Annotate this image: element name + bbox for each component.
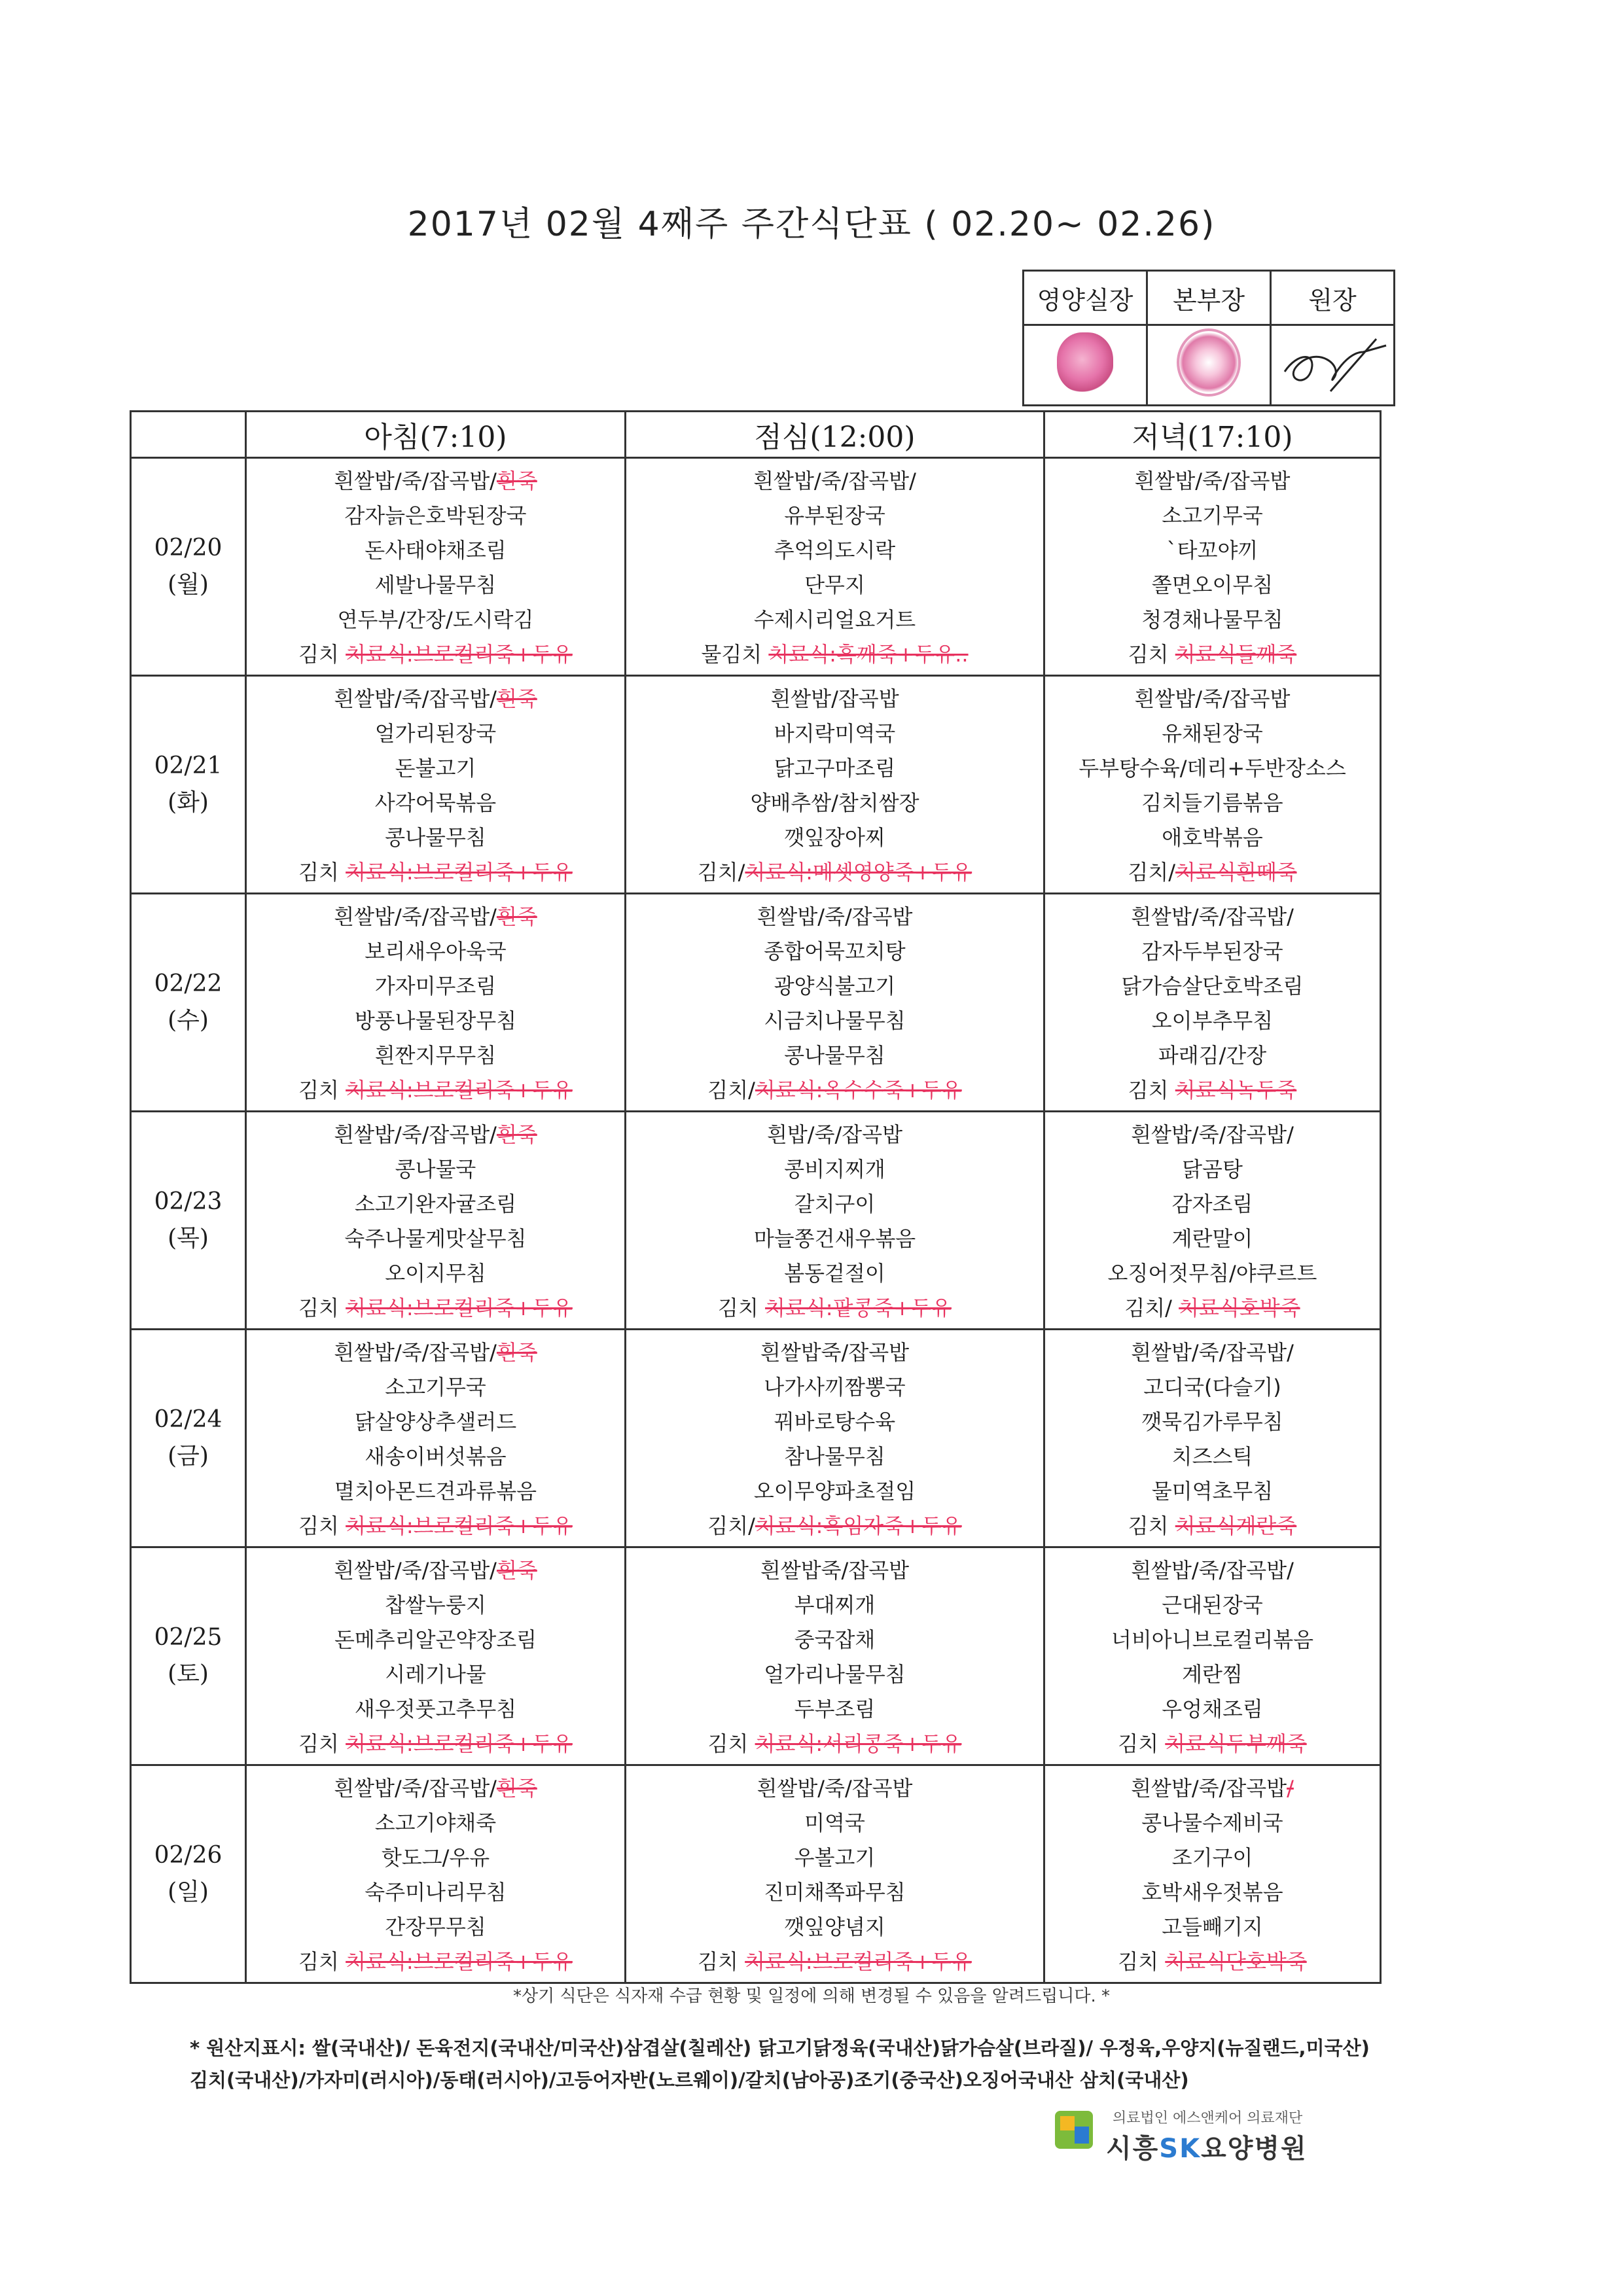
therapy-diet-text: 치료식:브로컬리죽+두유 xyxy=(346,1731,573,1756)
menu-item xyxy=(249,1509,622,1544)
weekday-label: (화) xyxy=(168,789,209,816)
menu-item: 쫄면오이무침 xyxy=(1151,573,1274,597)
menu-item: 흰쌀밥/죽/잡곡밥/ xyxy=(1131,1558,1294,1583)
menu-item: 돈메추리알곤약장조림 xyxy=(334,1627,537,1652)
menu-item-text: 김치/ xyxy=(707,1513,755,1538)
dinner-cell xyxy=(1044,458,1381,676)
lunch-cell xyxy=(626,1112,1044,1330)
menu-item: 유채된장국 xyxy=(1162,721,1263,746)
menu-item xyxy=(249,464,622,499)
menu-item-text: 흰쌀밥/죽/잡곡밥/ xyxy=(334,1340,497,1365)
therapy-diet-text: 치료식:메셋영양죽+두유 xyxy=(745,860,972,885)
menu-item: 청경채나물무침 xyxy=(1141,607,1283,632)
menu-item-text: 김치 xyxy=(707,1731,755,1756)
menu-item xyxy=(629,1509,1041,1544)
menu-item-text: 김치 xyxy=(298,1513,346,1538)
menu-item: 근대된장국 xyxy=(1162,1593,1263,1617)
menu-item: 콩나물국 xyxy=(395,1157,476,1182)
menu-item xyxy=(1048,1727,1377,1761)
menu-item: 숙주나물게맛살무침 xyxy=(344,1226,527,1251)
menu-item: 흰쌀밥/죽/잡곡밥 xyxy=(757,904,913,929)
header-dinner: 저녁(17:10) xyxy=(1044,412,1381,458)
menu-item-text: 김치 xyxy=(698,1949,745,1974)
lunch-cell xyxy=(626,1547,1044,1765)
menu-item: 참나물무침 xyxy=(784,1444,885,1469)
weekday-label: (목) xyxy=(168,1225,209,1252)
menu-item: 양배추쌈/참치쌈장 xyxy=(750,790,919,815)
weekday-label: (일) xyxy=(168,1879,209,1905)
menu-item xyxy=(249,900,622,934)
menu-item xyxy=(629,637,1041,672)
menu-item: 조기구이 xyxy=(1171,1845,1253,1870)
menu-item: 얼가리나물무침 xyxy=(764,1662,906,1687)
menu-item: 세발나물무침 xyxy=(374,573,497,597)
breakfast-cell xyxy=(246,1330,626,1547)
menu-item: 가자미무조림 xyxy=(374,974,497,998)
therapy-diet-text: 치료식:팥콩죽+두유 xyxy=(765,1296,952,1320)
lunch-cell xyxy=(626,1765,1044,1983)
therapy-diet-text: 흰죽 xyxy=(496,686,537,711)
therapy-diet-text: 치료식:흑임자죽+두유 xyxy=(755,1513,962,1538)
hospital-logo-icon xyxy=(1054,2107,1094,2153)
menu-item: 방풍나물된장무침 xyxy=(354,1008,517,1033)
therapy-diet-text: 치료식:브로컬리죽+두유 xyxy=(346,1078,573,1103)
menu-item: 두부탕수육/데리+두반장소스 xyxy=(1079,756,1346,781)
menu-item-text: 김치/ xyxy=(707,1078,755,1103)
page-title: 2017년 02월 4째주 주간식단표 ( 02.20~ 02.26) xyxy=(407,205,1216,244)
menu-item: 찹쌀누룽지 xyxy=(385,1593,486,1617)
menu-item-text: 김치 xyxy=(1128,642,1175,667)
menu-item: 연두부/간장/도시락김 xyxy=(337,607,534,632)
signature-cell xyxy=(1271,325,1395,406)
notice-text: *상기 식단은 식자재 수급 현황 및 일정에 의해 변경될 수 있음을 알려드립니다. * xyxy=(512,1987,1111,2006)
therapy-diet-text: 치료식:서리콩죽+두유 xyxy=(755,1731,962,1756)
day-row xyxy=(131,458,1381,676)
breakfast-cell xyxy=(246,1112,626,1330)
menu-item: 흰밥/죽/잡곡밥 xyxy=(766,1122,903,1147)
date-label: 02/23 xyxy=(154,1188,223,1215)
menu-item: 콩나물무침 xyxy=(385,825,486,850)
menu-item-text: 흰쌀밥/죽/잡곡밥 xyxy=(1131,1776,1287,1801)
therapy-diet-text: 치료식두부깨죽 xyxy=(1165,1731,1307,1756)
date-cell xyxy=(131,1547,246,1765)
menu-table xyxy=(130,410,1382,1984)
therapy-diet-text: 치료식:브로컬리죽+두유 xyxy=(346,1296,573,1320)
menu-item: 숙주미나리무침 xyxy=(365,1880,507,1905)
menu-item: 소고기완자귤조림 xyxy=(354,1192,517,1216)
menu-item-text: 김치 xyxy=(1118,1949,1166,1974)
menu-item: 감자조림 xyxy=(1171,1192,1253,1216)
menu-item: 마늘쫑건새우볶음 xyxy=(753,1226,916,1251)
day-row xyxy=(131,1765,1381,1983)
breakfast-cell xyxy=(246,1547,626,1765)
date-cell xyxy=(131,1112,246,1330)
origin-line-1: * 원산지표시: 쌀(국내산)/ 돈육전지(국내산/미국산)삼겹살(칠레산) 닭고기닭정육(국내산)닭가슴살(브라질)/ 우정육,우양지(뉴질랜드,미국산) xyxy=(190,2037,1370,2059)
therapy-diet-text: 치료식:브로컬리죽+두유 xyxy=(346,860,573,885)
menu-item: 갈치구이 xyxy=(794,1192,876,1216)
menu-item-text: 흰쌀밥/죽/잡곡밥/ xyxy=(334,468,497,493)
menu-item-text: 김치 xyxy=(718,1296,766,1320)
therapy-diet-text: 치료식호박죽 xyxy=(1179,1296,1300,1320)
menu-item xyxy=(249,1118,622,1152)
therapy-diet-text: 치료식계란죽 xyxy=(1175,1513,1297,1538)
menu-item: 흰쌀밥/죽/잡곡밥 xyxy=(1134,686,1291,711)
therapy-diet-text: 흰죽 xyxy=(496,1558,537,1583)
menu-item xyxy=(1048,1509,1377,1544)
menu-item: 콩나물무침 xyxy=(784,1043,885,1068)
therapy-diet-text: 치료식녹두죽 xyxy=(1175,1078,1297,1103)
therapy-diet-text: 흰죽 xyxy=(496,1776,537,1801)
menu-item xyxy=(249,1727,622,1761)
menu-item: 추억의도시락 xyxy=(774,538,896,563)
date-label: 02/21 xyxy=(154,752,223,779)
seal-stamp-icon xyxy=(1177,328,1241,397)
menu-item: 흰짠지무무침 xyxy=(374,1043,497,1068)
header-breakfast: 아침(7:10) xyxy=(246,412,626,458)
menu-item xyxy=(1048,855,1377,890)
day-row xyxy=(131,1112,1381,1330)
menu-item: 바지락미역국 xyxy=(774,721,896,746)
menu-item: 오이지무침 xyxy=(385,1261,486,1286)
menu-item: 깻묵김가루무침 xyxy=(1141,1409,1283,1434)
date-cell xyxy=(131,458,246,676)
menu-item: 깻잎장아찌 xyxy=(784,825,885,850)
menu-item-text: 흰쌀밥/죽/잡곡밥/ xyxy=(334,1558,497,1583)
menu-item: 흰쌀밥/죽/잡곡밥/ xyxy=(1131,1340,1294,1365)
weekday-label: (토) xyxy=(168,1661,209,1687)
menu-item: 애호박볶음 xyxy=(1162,825,1263,850)
menu-item xyxy=(249,1335,622,1370)
date-cell xyxy=(131,1330,246,1547)
breakfast-cell xyxy=(246,1765,626,1983)
menu-item: 시레기나물 xyxy=(385,1662,486,1687)
menu-item-text: 김치 xyxy=(298,1078,346,1103)
menu-item: 흰쌀밥죽/잡곡밥 xyxy=(760,1340,910,1365)
menu-item: 보리새우아욱국 xyxy=(365,939,507,964)
date-label: 02/24 xyxy=(154,1406,223,1433)
menu-item xyxy=(629,1073,1041,1108)
menu-item xyxy=(249,682,622,716)
menu-item: 콩비지찌개 xyxy=(784,1157,885,1182)
menu-item-text: 김치/ xyxy=(1128,860,1176,885)
origin-line-2: 김치(국내산)/가자미(러시아)/동태(러시아)/고등어자반(노르웨이)/갈치(남아공)조기(중국산)오징어국내산 삼치(국내산) xyxy=(190,2069,1189,2091)
breakfast-cell xyxy=(246,676,626,894)
lunch-cell xyxy=(626,458,1044,676)
dinner-cell xyxy=(1044,1547,1381,1765)
therapy-diet-text: 치료식흰떼죽 xyxy=(1175,860,1297,885)
menu-item: 중국잡채 xyxy=(794,1627,876,1652)
menu-item xyxy=(249,1771,622,1806)
dinner-cell xyxy=(1044,676,1381,894)
menu-item: 흰쌀밥/죽/잡곡밥/ xyxy=(1131,1122,1294,1147)
therapy-diet-text: 흰죽 xyxy=(496,1340,537,1365)
therapy-diet-text: 흰죽 xyxy=(496,904,537,929)
therapy-diet-text: 치료식:브로컬리죽+두유 xyxy=(745,1949,972,1974)
menu-item xyxy=(629,1727,1041,1761)
menu-item-text: 김치 xyxy=(298,1731,346,1756)
therapy-diet-text: 치료식:브로컬리죽+두유 xyxy=(346,642,573,667)
menu-item: 닭고구마조림 xyxy=(774,756,896,781)
approval-label-director: 본부장 xyxy=(1147,271,1271,325)
menu-item xyxy=(249,1291,622,1326)
menu-item: 흰쌀밥/죽/잡곡밥 xyxy=(1134,468,1291,493)
org-small-text: 의료법인 에스앤케어 의료재단 xyxy=(1113,2110,1303,2127)
therapy-diet-text: 흰죽 xyxy=(496,1122,537,1147)
header-lunch: 점심(12:00) xyxy=(626,412,1044,458)
menu-item-text: 김치 xyxy=(298,1949,346,1974)
hospital-name-sk: SK xyxy=(1159,2134,1202,2164)
dinner-cell xyxy=(1044,1765,1381,1983)
menu-item: 감자두부된장국 xyxy=(1141,939,1283,964)
menu-item xyxy=(249,1073,622,1108)
date-label: 02/22 xyxy=(154,970,223,997)
menu-item-text: 흰쌀밥/죽/잡곡밥/ xyxy=(334,1122,497,1147)
day-row xyxy=(131,1330,1381,1547)
approval-label-nutrition: 영양실장 xyxy=(1024,271,1147,325)
therapy-diet-text: 치료식들깨죽 xyxy=(1175,642,1297,667)
menu-item: 단무지 xyxy=(804,573,865,597)
approval-label-head: 원장 xyxy=(1271,271,1395,325)
therapy-diet-text: 치료식:흑깨죽+두유.. xyxy=(768,642,969,667)
stamp-cell-2 xyxy=(1147,325,1271,406)
menu-item: 얼가리된장국 xyxy=(374,721,497,746)
menu-item: `타꼬야끼 xyxy=(1166,538,1258,563)
dinner-cell xyxy=(1044,894,1381,1112)
menu-item: 호박새우젓볶음 xyxy=(1141,1880,1283,1905)
seal-stamp-icon xyxy=(1057,332,1113,393)
menu-item-text: 김치 xyxy=(298,1296,346,1320)
menu-item-text: 흰쌀밥/죽/잡곡밥/ xyxy=(334,686,497,711)
menu-item: 새송이버섯볶음 xyxy=(365,1444,507,1469)
menu-item: 핫도그/우유 xyxy=(381,1845,490,1870)
therapy-diet-text: 흰죽 xyxy=(496,468,537,493)
menu-item: 김치들기름볶음 xyxy=(1141,790,1283,815)
menu-item: 우볼고기 xyxy=(794,1845,876,1870)
menu-item xyxy=(1048,1291,1377,1326)
menu-item-text: 김치/ xyxy=(697,860,745,885)
menu-item: 고디국(다슬기) xyxy=(1143,1375,1281,1400)
menu-item-text: 김치 xyxy=(1128,1078,1175,1103)
menu-item: 유부된장국 xyxy=(784,503,885,528)
menu-item: 파래김/간장 xyxy=(1158,1043,1267,1068)
menu-item: 새우젓풋고추무침 xyxy=(354,1697,517,1722)
menu-item: 돈불고기 xyxy=(395,756,476,781)
menu-item xyxy=(629,1291,1041,1326)
dinner-cell xyxy=(1044,1330,1381,1547)
dinner-cell xyxy=(1044,1112,1381,1330)
weekday-label: (금) xyxy=(168,1443,209,1470)
menu-item: 봄동겉절이 xyxy=(784,1261,885,1286)
day-row xyxy=(131,676,1381,894)
menu-item: 종합어묵꼬치탕 xyxy=(764,939,906,964)
menu-item xyxy=(1048,1771,1377,1806)
menu-item-text: 흰쌀밥/죽/잡곡밥/ xyxy=(334,904,497,929)
date-label: 02/26 xyxy=(154,1842,223,1869)
menu-item xyxy=(1048,1945,1377,1979)
menu-item: 오이부추무침 xyxy=(1151,1008,1274,1033)
therapy-diet-text: 치료식:브로컬리죽+두유 xyxy=(346,1513,573,1538)
menu-item: 오징어젓무침/야쿠르트 xyxy=(1107,1261,1317,1286)
menu-item: 진미채쪽파무침 xyxy=(764,1880,906,1905)
hospital-name-suffix: 요양병원 xyxy=(1201,2134,1308,2164)
therapy-diet-text: 치료식:옥수수죽+두유 xyxy=(755,1078,962,1103)
breakfast-cell xyxy=(246,894,626,1112)
menu-item: 감자늙은호박된장국 xyxy=(344,503,527,528)
menu-item-text: 물김치 xyxy=(701,642,769,667)
menu-item: 오이무양파초절임 xyxy=(753,1479,916,1504)
menu-item: 시금치나물무침 xyxy=(764,1008,906,1033)
menu-item: 광양식불고기 xyxy=(774,974,896,998)
menu-item xyxy=(249,1945,622,1979)
hospital-name xyxy=(1106,2128,1308,2165)
menu-item: 꿔바로탕수육 xyxy=(774,1409,896,1434)
date-cell xyxy=(131,894,246,1112)
menu-item-text: 흰쌀밥/죽/잡곡밥/ xyxy=(334,1776,497,1801)
lunch-cell xyxy=(626,676,1044,894)
menu-item: 두부조림 xyxy=(794,1697,876,1722)
menu-item: 흰쌀밥/죽/잡곡밥 xyxy=(757,1776,913,1801)
menu-item xyxy=(1048,637,1377,672)
menu-item: 부대찌개 xyxy=(794,1593,876,1617)
weekday-label: (월) xyxy=(168,571,209,598)
breakfast-cell xyxy=(246,458,626,676)
stamp-cell-1 xyxy=(1024,325,1147,406)
hospital-name-prefix: 시흥 xyxy=(1106,2134,1160,2164)
menu-item: 소고기무국 xyxy=(1162,503,1263,528)
menu-item: 깻잎양념지 xyxy=(784,1915,885,1939)
menu-item xyxy=(249,1553,622,1588)
menu-item: 흰쌀밥죽/잡곡밥 xyxy=(760,1558,910,1583)
menu-item: 흰쌀밥/죽/잡곡밥/ xyxy=(753,468,916,493)
menu-item-text: 김치 xyxy=(1118,1731,1166,1756)
menu-item: 소고기야채죽 xyxy=(374,1810,497,1835)
menu-item: 멸치아몬드견과류볶음 xyxy=(334,1479,537,1504)
menu-item: 치즈스틱 xyxy=(1171,1444,1253,1469)
therapy-diet-text: / xyxy=(1287,1776,1294,1801)
lunch-cell xyxy=(626,1330,1044,1547)
therapy-diet-text: 치료식:브로컬리죽+두유 xyxy=(346,1949,573,1974)
menu-item: 미역국 xyxy=(804,1810,865,1835)
menu-item xyxy=(249,637,622,672)
menu-item: 닭살양상추샐러드 xyxy=(354,1409,517,1434)
menu-item: 너비아니브로컬리볶음 xyxy=(1111,1627,1314,1652)
menu-item: 닭곰탕 xyxy=(1182,1157,1243,1182)
lunch-cell xyxy=(626,894,1044,1112)
menu-item: 우엉채조림 xyxy=(1162,1697,1263,1722)
header-empty xyxy=(131,412,246,458)
menu-item-text: 김치 xyxy=(1128,1513,1175,1538)
menu-item: 고들빼기지 xyxy=(1162,1915,1263,1939)
weekday-label: (수) xyxy=(168,1007,209,1034)
menu-item: 흰쌀밥/죽/잡곡밥/ xyxy=(1131,904,1294,929)
menu-item: 콩나물수제비국 xyxy=(1141,1810,1283,1835)
menu-item-text: 김치 xyxy=(298,860,346,885)
day-row xyxy=(131,894,1381,1112)
therapy-diet-text: 치료식단호박죽 xyxy=(1165,1949,1307,1974)
day-row xyxy=(131,1547,1381,1765)
menu-item: 수제시리얼요거트 xyxy=(753,607,916,632)
date-cell xyxy=(131,676,246,894)
menu-item-text: 김치 xyxy=(298,642,346,667)
menu-item xyxy=(1048,1073,1377,1108)
menu-item: 닭가슴살단호박조림 xyxy=(1121,974,1304,998)
date-label: 02/25 xyxy=(154,1624,223,1651)
menu-item: 계란말이 xyxy=(1171,1226,1253,1251)
date-cell xyxy=(131,1765,246,1983)
menu-item xyxy=(629,855,1041,890)
menu-item: 소고기무국 xyxy=(385,1375,486,1400)
menu-item: 나가사끼짬뽕국 xyxy=(764,1375,906,1400)
menu-item: 사각어묵볶음 xyxy=(374,790,497,815)
menu-item: 흰쌀밥/잡곡밥 xyxy=(770,686,899,711)
menu-item: 계란찜 xyxy=(1182,1662,1243,1687)
menu-item: 물미역초무침 xyxy=(1151,1479,1274,1504)
menu-item: 간장무무침 xyxy=(385,1915,486,1939)
menu-item xyxy=(629,1945,1041,1979)
menu-item: 돈사태야채조림 xyxy=(365,538,507,563)
date-label: 02/20 xyxy=(154,535,223,561)
signature-icon xyxy=(1272,326,1393,404)
menu-item-text: 김치/ xyxy=(1124,1296,1179,1320)
menu-item xyxy=(249,855,622,890)
approval-box xyxy=(1022,270,1395,406)
